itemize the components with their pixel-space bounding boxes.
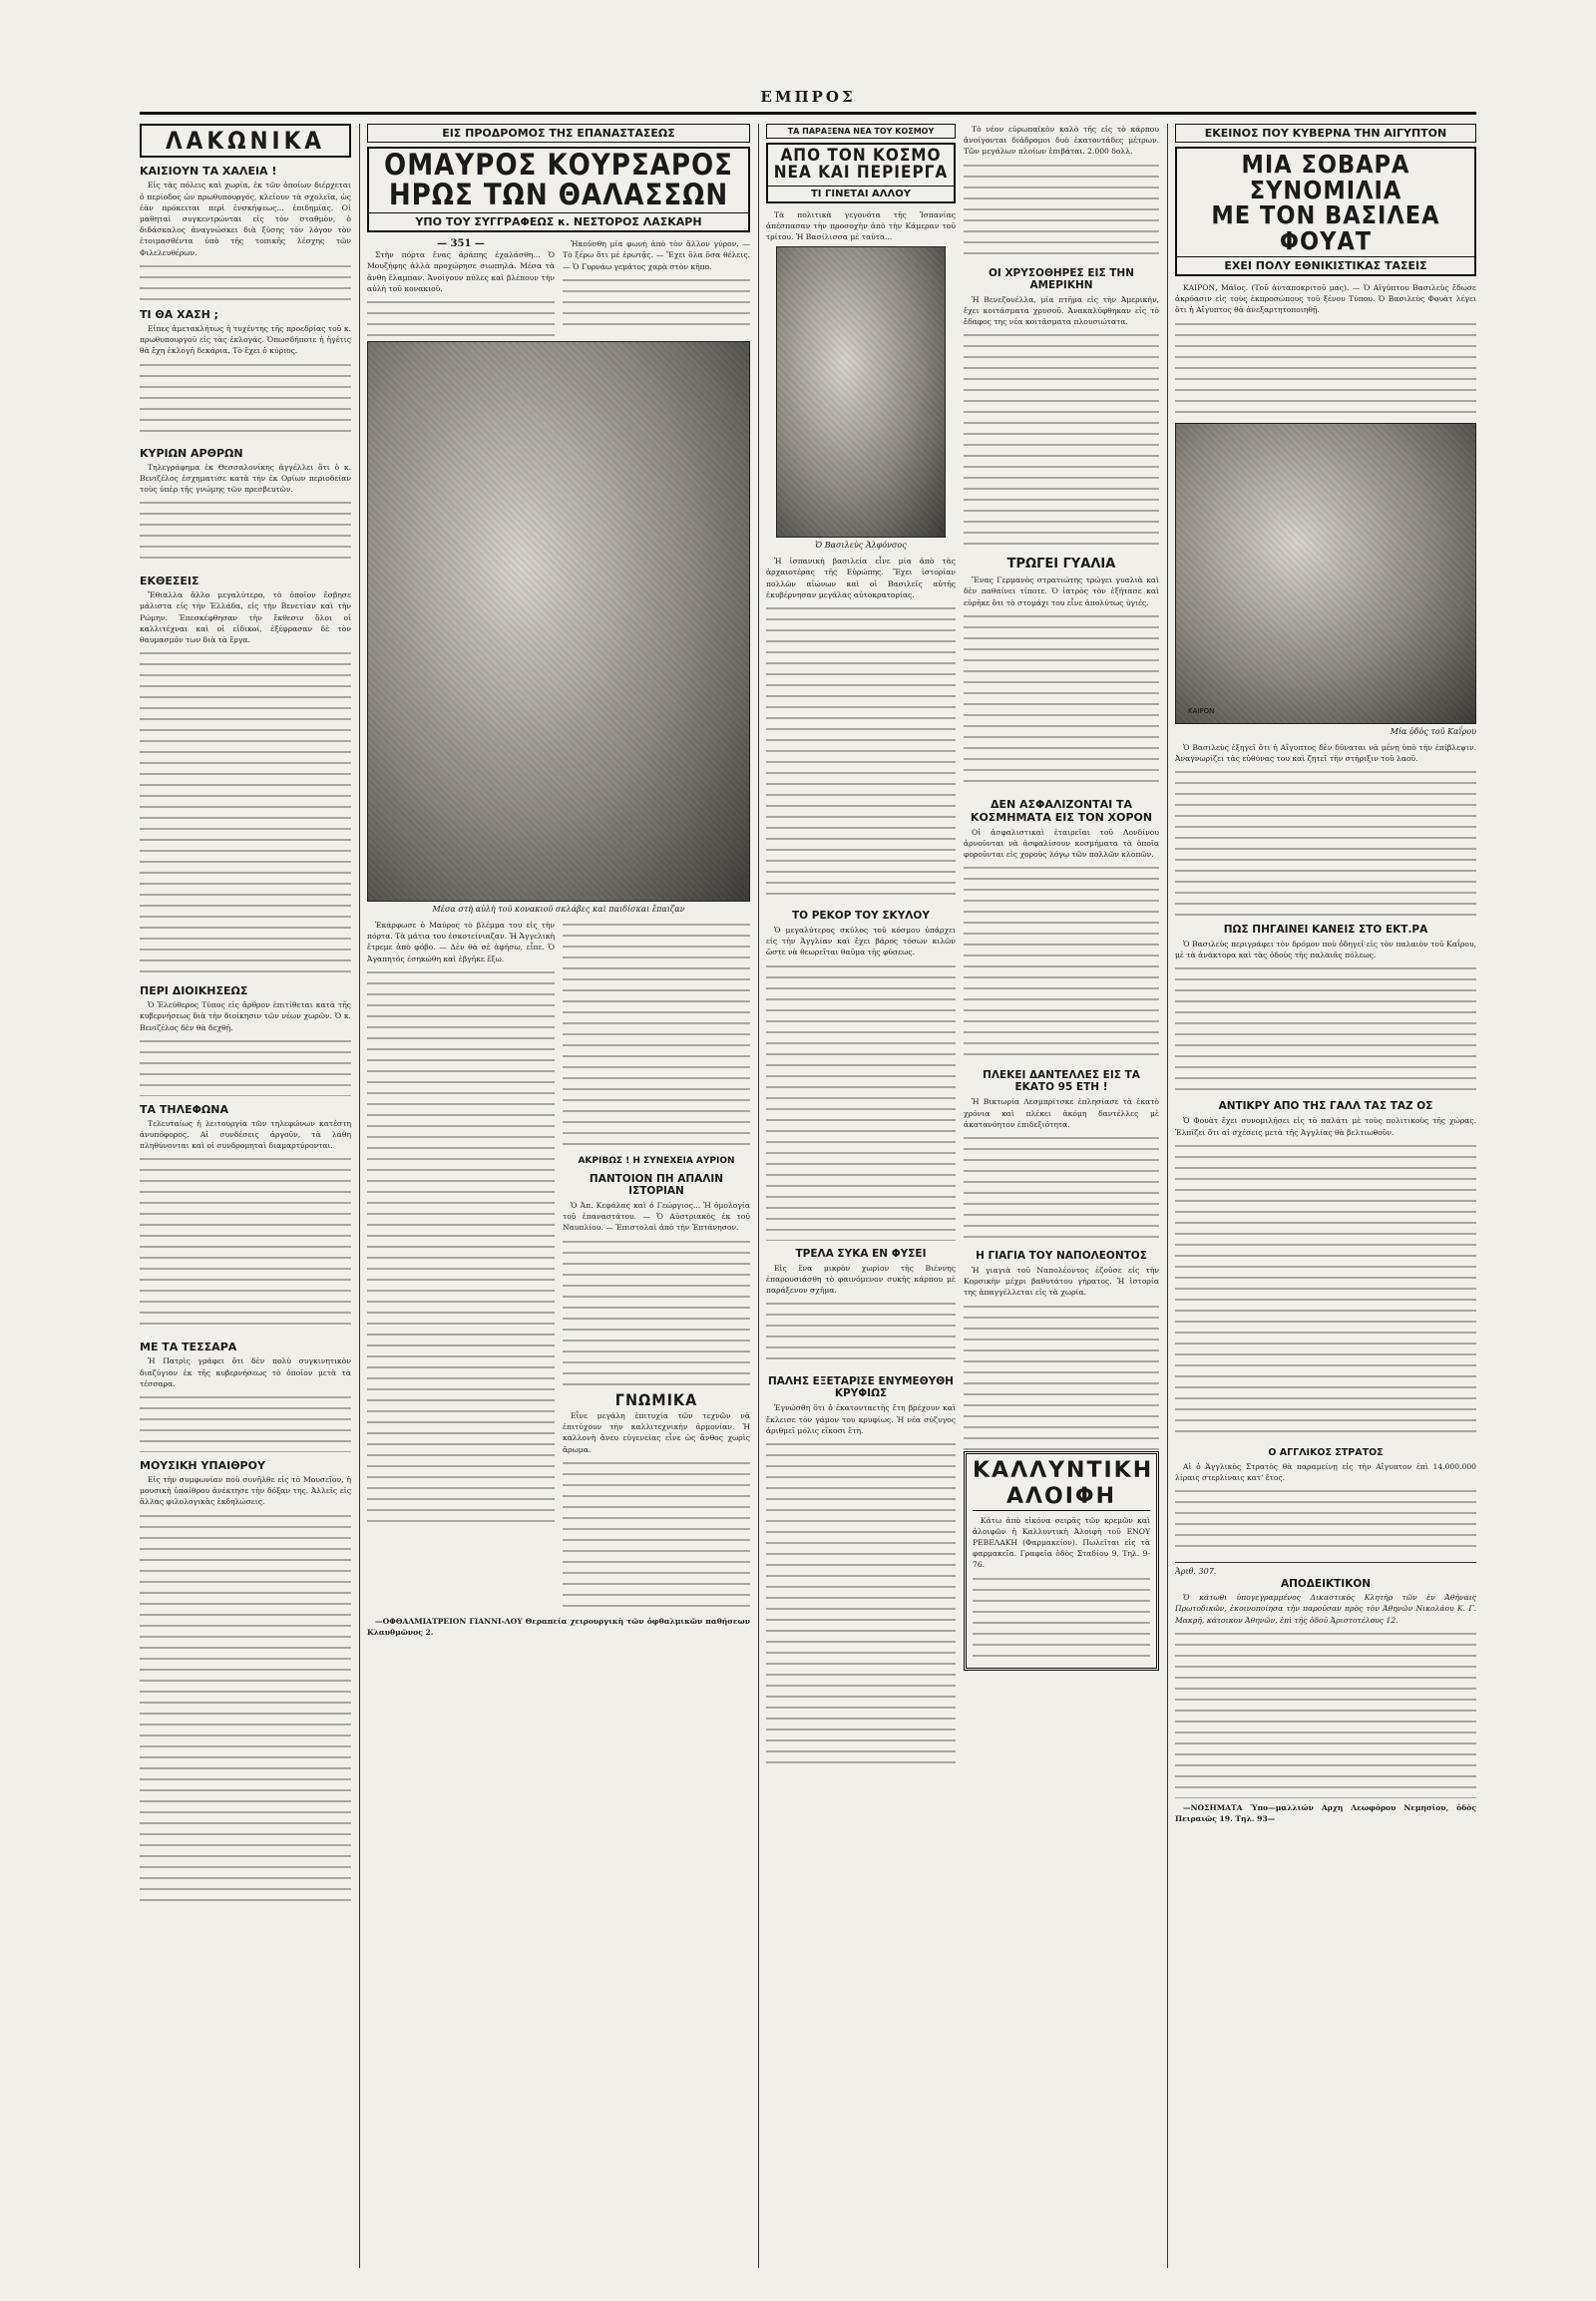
body-text-lines xyxy=(140,498,351,568)
article-text: Οἱ ἀσφαλιστικαὶ ἑταιρεῖαι τοῦ Λονδίνου ἀρνοῦνται νὰ ἀσφαλίσουν κοσμήματα τὰ ὁποῖα φοροῦνται εἰς χοροὺς λόγῳ τῶν πολλῶν κλοπῶν. xyxy=(964,827,1159,860)
headline: ΟΜΑΥΡΟΣ ΚΟΥΡΣΑΡΟΣ xyxy=(384,148,733,182)
article-text: Εἶνε μεγάλη ἐπιτυχία τῶν τεχνῶν νὰ ἐπιτύχουν τὴν καλλιτεχνικὴν ἁρμονίαν. Ἡ καλλονὴ ἄνευ εὐγενείας εἶνε ὡς ἄνθος χωρὶς ἄρωμα. xyxy=(563,1410,750,1454)
article-heading: ΜΕ ΤΑ ΤΕΣΣΑΡΑ xyxy=(140,1341,237,1354)
signature-text: —ΝΟΣΗΜΑΤΑ Ὑπο—μαλλιών Αρχη Λεωφόρου Νεμησίου, ὁδὸς Πειραιῶς 19. Τηλ. 93— xyxy=(1175,1802,1476,1824)
notice-number: Ἀριθ. 307. xyxy=(1175,1567,1217,1577)
column-rule xyxy=(758,124,759,2268)
article-heading: ΟΙ ΧΡΥΣΟΘΗΡΕΣ ΕΙΣ ΤΗΝ ΑΜΕΡΙΚΗΝ xyxy=(988,266,1135,291)
article-text: Εἰς τὴν συμφωνίαν ποὺ συνῆλθε εἰς τὸ Μουσεῖον, ἡ μουσικὴ ὑπαίθρου ἀνέκτησε τὴν δόξαν της. Ἀλλεῖς εἰς ἄλλας φιλολογικὰς ἐκδηλώσεις. xyxy=(140,1474,351,1507)
body-text-lines xyxy=(766,961,956,1241)
body-text-lines xyxy=(1175,767,1476,917)
serial-lower-left xyxy=(367,920,555,1608)
article-text: Ὁ Ἐλεύθερος Τύπος εἰς ἄρθρον ἐπιτίθεται κατὰ τῆς κυβερνήσεως διὰ τὴν διοίκησιν τῶν νέων χωρῶν. Ὁ κ. Βενιζέλος δὲν θὰ δεχθῇ. xyxy=(140,1000,351,1032)
article-heading: Η ΓΙΑΓΙΑ ΤΟΥ ΝΑΠΟΛΕΟΝΤΟΣ xyxy=(976,1250,1147,1263)
body-text-lines xyxy=(140,648,351,977)
body-text-lines xyxy=(563,275,750,333)
body-text-lines xyxy=(1175,319,1476,419)
body-text-lines xyxy=(766,1299,956,1368)
photo-cairo-street xyxy=(1175,423,1476,724)
body-text-lines xyxy=(140,360,351,440)
photo-label: ΚΑΙΡΟΝ xyxy=(1188,706,1215,715)
article-heading: ΠΛΕΚΕΙ ΔΑΝΤΕΛΛΕΣ ΕΙΣ ΤΑ ΕΚΑΤΟ 95 ΕΤΗ ! xyxy=(983,1069,1140,1094)
column-world-news xyxy=(766,124,956,2268)
serial-text: Στὴν πόρτα ἕνας ἀράπης ἐχαλάσθη... Ὁ Μουζήφης ἀλλὰ προχώρησε σιωπηλά. Μέσα τὰ ἄνθη ἔλαμπαν. Ἀνοίγουν πύλες καὶ βλέπουν τὴν αὐλὴ τοῦ κονακιοῦ. xyxy=(367,250,555,293)
article-text: ΚΑΙΡΟΝ, Μάϊος. (Τοῦ ἀνταποκριτοῦ μας). — Ὁ Αἰγύπτου Βασιλεὺς ἔδωσε ἀκρόασιν εἰς τοὺς ἐκπροσώπους τοῦ ξένου Τύπου. Ὁ Βασιλεὺς Φουὰτ λέγει ὅτι ἡ Αἴγυπτος θὰ ἀνεξαρτητοποιηθῇ. xyxy=(1175,283,1476,315)
kicker: ΤΑ ΠΑΡΑΞΕΝΑ ΝΕΑ ΤΟΥ ΚΟΣΜΟΥ xyxy=(766,124,956,139)
article-heading: ΤΡΕΛΑ ΣΥΚΑ ΕΝ ΦΥΣΕΙ xyxy=(795,1247,927,1260)
column-rule xyxy=(359,124,360,2268)
article-heading: ΠΩΣ ΠΗΓΑΙΝΕΙ ΚΑΝΕΙΣ ΣΤΟ ΕΚΤ.ΡΑ xyxy=(1223,924,1428,937)
body-text-lines xyxy=(973,1574,1150,1664)
article-heading: ΠΑΝΤΟΙΟΝ ΠΗ ΑΠΑΛΙΝ ΙΣΤΟΡΙΑΝ xyxy=(589,1172,724,1197)
serial-columns xyxy=(367,238,750,337)
article-heading: ΤΑ ΤΗΛΕΦΩΝΑ xyxy=(140,1102,229,1116)
article-heading: ΕΚΘΕΣΕΙΣ xyxy=(140,575,200,588)
body-text-lines xyxy=(367,297,555,337)
kicker: ΕΚΕΙΝΟΣ ΠΟΥ ΚΥΒΕΡΝΑ ΤΗΝ ΑΙΓΥΠΤΟΝ xyxy=(1175,124,1476,143)
section-title: ΛΑΚΩΝΙΚΑ xyxy=(165,127,326,155)
advertisement-box xyxy=(964,1451,1159,1671)
article-text: Ὁ Φουὰτ ἔχει συνομιλήσει εἰς τὸ παλάτι μὲ τοὺς πολιτικοὺς τῆς χώρας. Ἐλπίζει ὅτι αἱ σχέσεις μετὰ τῆς Ἀγγλίας θὰ βελτιωθοῦν. xyxy=(1175,1116,1476,1137)
kicker: ΕΙΣ ΠΡΟΔΡΟΜΟΣ ΤΗΣ ΕΠΑΝΑΣΤΑΣΕΩΣ xyxy=(367,124,750,143)
article-text: Τηλεγράφημα ἐκ Θεσσαλονίκης ἀγγέλλει ὅτι ὁ κ. Βενιζέλος ἐσχηματισε κατὰ τὴν ἐκ Ορίων περιοδείαν τοὺς ὑπὲρ τῆς γνώμης τῶν πρεσβευτῶν. xyxy=(140,462,351,494)
continued-notice: ΑΚΡΙΒΩΣ ! Η ΣΥΝΕΧΕΙΑ ΑΥΡΙΟΝ xyxy=(578,1155,735,1166)
body-text-lines xyxy=(766,603,956,903)
body-text-lines xyxy=(140,1511,351,1910)
body-text-lines xyxy=(1175,1141,1476,1440)
body-text-lines xyxy=(1175,1629,1476,1798)
article-text: Τὸ νέον εὐρωπαϊκὸν καλὸ τῆς εἰς τὸ κάρπου ἀνοίγονται διάδρομοι δυὸ ἑκατοντάδες μέτρων. Τῶν μεγάλων πλοίων ἐπιβάται. 2.000 δολλ. xyxy=(964,125,1159,157)
advertisement-text: —ΟΦΘΑΛΜΙΑΤΡΕΙΟΝ ΓΙΑΝΝΙ-ΛΟΥ Θεραπεία χειρουργικὴ τῶν ὀφθαλμικῶν παθήσεων Κλαυθμῶνος 2. xyxy=(367,1616,750,1637)
illustration-courtyard xyxy=(367,341,750,902)
article-text: Ἡ Βενεζουέλλα, μία πτῆμα εἰς τὴν Ἀμερικήν, ἔχει κοιτάσματα χρυσοῦ. Ἀνακαλύφθηκαν εἰς τὸ ἔδαφος της νέα κοιτάσματα πλουσιώτατα. xyxy=(964,294,1159,327)
episode-number: — 351 — xyxy=(437,238,485,250)
body-text-lines xyxy=(140,1392,351,1452)
headline-box xyxy=(766,143,956,203)
serial-text: Ἠκούσθη μία φωνὴ ἀπὸ τὸν ἄλλον γύρον. — Τὸ ξέρω ὅτι μὲ ἐρωτᾷς. — Ἔχει ὅλα ὅσα θέλεις. — Ὁ Γυρνάω γεμάτος χαρὰ στὸν κῆπο. xyxy=(563,239,750,271)
headline: ΑΠΟ ΤΟΝ ΚΟΣΜΟ xyxy=(780,146,942,166)
serial-lower-right xyxy=(563,920,750,1608)
notice-heading: ΑΠΟΔΕΙΚΤΙΚΟΝ xyxy=(1280,1578,1372,1591)
article-text: Ὁ Ἀπ. Κεφάλας καὶ ὁ Γεώργιος... Ἡ ὁμολογία τοῦ ἐπαναστάτου. — Ὁ Αὐστριακὸς ἐκ τοῦ Ναυπλίου. — Ἐπιστολαὶ ἀπὸ τὴν Ἑπτάνησον. xyxy=(563,1200,750,1233)
article-text: Ὁ Βασιλεὺς περιγράφει τὸν δρόμον ποὺ ὁδηγεῖ εἰς τὸν παλαιὸν τοῦ Καΐρου, μὲ τὰ ἀνάκτορα καὶ τὰς ὁδοὺς τῆς παλαιᾶς πόλεως. xyxy=(1175,940,1476,960)
body-text-lines xyxy=(1175,1486,1476,1556)
article-heading: ΔΕΝ ΑΣΦΑΛΙΖΟΝΤΑΙ ΤΑ ΚΟΣΜΗΜΑΤΑ ΕΙΣ ΤΟΝ ΧΟΡΟΝ xyxy=(970,797,1153,824)
article-text: Ἡ ἰσπανικὴ βασιλεία εἶνε μία ἀπὸ τὰς ἀρχαιοτέρας τῆς Εὐρώπης. Ἔχει ἱστορίαν πολλῶν αἰώνων καὶ οἱ Βασιλεῖς αὐτῆς ἐκυβέρνησαν μεγάλας αὐτοκρατορίας. xyxy=(766,557,956,599)
article-heading: ΑΝΤΙΚΡΥ ΑΠΟ ΤΗΣ ΓΑΛΛ ΤΑΣ ΤΑΖ ΟΣ xyxy=(1218,1100,1433,1113)
headline: ΜΙΑ ΣΟΒΑΡΑ ΣΥΝΟΜΙΛΙΑ xyxy=(1241,150,1410,204)
column-egypt xyxy=(1175,124,1476,2268)
photo-caption: Μία ὁδὸς τοῦ Καΐρου xyxy=(1390,726,1476,736)
article-text: Εἰπες ἀμετακλήτως ἡ τυχέντης τῆς προεδρίας τοῦ κ. πρωθυπουργοῦ εἰς τὰς ἐκλογάς. Ὁπωσδήποτε ἡ ἡγέτις θὰ ἔχη ἐκλογῆ δεκάρια. Τὸ ἔχει ὁ κύριος. xyxy=(140,323,351,356)
column-curiosities xyxy=(964,124,1159,2268)
article-text: Τελευταίως ἡ λειτουργία τῶν τηλεφώνων κατέστη ἀνυπόφορος. Αἱ συνδέσεις ἀργοῦν, τὰ λάθη πληθύνονται καὶ οἱ συνδρομηταὶ διαμαρτύρονται. xyxy=(140,1118,351,1151)
gnomika-heading: ΓΝΩΜΙΚΑ xyxy=(614,1389,698,1409)
headline: ΝΕΑ ΚΑΙ ΠΕΡΙΕΡΓΑ xyxy=(773,163,949,184)
subheading: ΤΙ ΓΙΝΕΤΑΙ ΑΛΛΟΥ xyxy=(768,186,954,201)
serial-lower-columns xyxy=(367,920,750,1608)
body-text-lines xyxy=(964,1133,1159,1243)
body-text-lines xyxy=(140,1154,351,1334)
body-text-lines xyxy=(964,863,1159,1062)
headline-box xyxy=(1175,147,1476,276)
article-text: Ἡ Πατρὶς γράφει ὅτι δὲν πολὺ συγκινητικὸν διαζύγιον ἐκ τῆς κυβερνήσεως τὸ ὁποῖον μετὰ τὰ τέσσαρα. xyxy=(140,1356,351,1388)
article-text: Ἐγνώσθη ὅτι ὁ ἑκατονταετὴς ἔτη βρέχουν καὶ ἔκλεισε τὸν γάμον του κρυφίως. Ἡ νέα σύζυγος ἀριθμεῖ μόλις εἴκοσι ἔτη. xyxy=(766,1403,956,1435)
body-text-lines xyxy=(766,1439,956,1768)
illustration-caption: Μέσα στὴ αὐλὴ τοῦ κονακιοῦ σκλάβες καὶ παιδίσκαι ἔπαιζαν xyxy=(432,904,685,914)
serial-left xyxy=(367,238,555,337)
legal-notice xyxy=(1175,1562,1476,1824)
serial-text: Ἐκάρφωσε ὁ Μαύρος τὸ βλέμμα του εἰς τὴν πόρτα. Τὰ μάτια του ἐσκοτείνιαζαν. Ἡ Ἀγγελικὴ ἔτρεμε ἀπὸ φόβο. — Δὲν θὰ σὲ ἀφήσω, εἶπε. Ὁ Ἀγαπητός ἐσηκώθη καὶ ἐβγῆκε ἔξω. xyxy=(367,920,556,963)
article-heading: ΚΥΡΙΩΝ ΑΡΘΡΩΝ xyxy=(140,446,243,460)
masthead xyxy=(140,88,1476,115)
article-heading: Ο ΑΓΓΛΙΚΟΣ ΣΤΡΑΤΟΣ xyxy=(1268,1446,1384,1458)
portrait-photo xyxy=(776,246,946,538)
article-heading: ΤΙ ΘΑ ΧΑΣΗ ; xyxy=(140,307,219,321)
body-text-lines xyxy=(964,1302,1159,1451)
article-heading: ΜΟΥΣΙΚΗ ΥΠΑΙΘΡΟΥ xyxy=(140,1458,265,1472)
article-text: Εἰς τὰς πόλεις καὶ χωρία, ἐκ τῶν ὁποίων διέρχεται ὁ περίοδος ὡν πρωθυπουργός, κλείουν τὰ σχολεῖα, ὡς ἐὰν πρόκειται περὶ ἐνσκήψεως... ἐπιδημίας. Οἱ μαθηταὶ συγκεντρώνται εἰς τὸν σταθμὸν, ὁ διδάσκαλος ἀναγνώσκει διὰ ξύσης τὸν λόγον τὸν ἑτοιμασθέντα ὑπὸ τῆς τοπικῆς λέσχης τῶν Φιλελευθέρων. xyxy=(140,181,351,257)
body-text-lines xyxy=(367,967,555,1526)
article-heading: ΤΟ ΡΕΚΟΡ ΤΟΥ ΣΚΥΛΟΥ xyxy=(792,910,930,923)
column-rule xyxy=(1167,124,1168,2268)
advertisement-title: ΚΑΛΛΥΝΤΙΚΗ ΑΛΟΙΦΗ xyxy=(973,1457,1154,1509)
article-text: Ἡ γιαγιὰ τοῦ Ναπολέοντος ἐζοῦσε εἰς τὴν Κορσικὴν μέχρι βαθυτάτου γήρατος. Ἡ ἱστορία της ἀπαγγέλλεται εἰς τὰ χωρία. xyxy=(964,1266,1159,1298)
article-heading: ΤΡΩΓΕΙ ΓΥΑΛΙΑ xyxy=(1006,557,1116,573)
headline: ΜΕ ΤΟΝ ΒΑΣΙΛΕΑ ΦΟΥΑΤ xyxy=(1211,200,1440,255)
article-text: Ἕνας Γερμανὸς στρατιώτης τρώγει γυαλιὰ καὶ δὲν παθαίνει τίποτε. Ὁ ἰατρὸς τὸν ἐξήτασε καὶ εὑρῆκε ὅτι τὸ στομάχι του εἶνε ἀπολύτως ὑγιές. xyxy=(964,575,1159,607)
body-text-lines xyxy=(563,1237,750,1386)
article-text: Ἔθιαλλα ἄλλο μεγαλύτερο, τὸ ὁποῖον ἔσβησε μάλιστα εἰς τὴν Ἑλλάδα, εἰς τὴν Βενετίαν καὶ τὴν Ρώμην. Ἐπεσκέφθησαν τὴν ἔκθεσιν ὅλοι οἱ καλλιτέχναι καὶ οἱ εἰδικοί, ἐξέφρασαν δὲ τὸν θαυμασμόν των διὰ τὰ ἔργα. xyxy=(140,590,351,644)
body-text-lines xyxy=(563,920,750,1149)
body-text-lines xyxy=(563,1458,750,1608)
headline-box xyxy=(367,147,750,232)
column-lakonika xyxy=(140,124,351,2268)
article-text: Τὰ πολιτικὰ γεγονότα τῆς Ἱσπανίας ἀπέσπασαν τὴν προσοχὴν ἀπὸ τὴν Κάμεραν τοῦ τρίτου. Ἡ Βασίλισσα μὲ ταῦτα... xyxy=(766,209,956,242)
subheading: ΕΧΕΙ ΠΟΛΥ ΕΘΝΙΚΙΣΤΙΚΑΣ ΤΑΣΕΙΣ xyxy=(1177,256,1474,274)
byline: ΥΠΟ ΤΟΥ ΣΥΓΓΡΑΦΕΩΣ κ. ΝΕΣΤΟΡΟΣ ΛΑΣΚΑΡΗ xyxy=(369,212,748,230)
article-text: Ὁ Βασιλεὺς ἐξηγεῖ ὅτι ἡ Αἴγυπτος δὲν δύναται νὰ μένῃ ὑπὸ τὴν ἐπίβλεψιν. Ἀναγνωρίζει τὰς εὐθύνας του καὶ ζητεῖ τὴν στήριξιν τοῦ λαοῦ. xyxy=(1175,742,1476,763)
advertisement-text: Κάτω ἀπὸ εἰκόνα σειρᾶς τῶν κρεμῶν καὶ ἀλοιφῶν ἡ Καλλυντικὴ Ἀλοιφὴ τοῦ ΕΝΟΥ ΡΕΒΕΛΑΚΗ (Φαρμακείον). Πωλεῖται εἰς τὰ φαρμακεῖα. Γραφεῖα ὁδὸς Σταδίου 9, Τηλ. 9-76. xyxy=(973,1515,1150,1570)
body-text-lines xyxy=(140,261,351,301)
article-text: Αἱ ὁ Ἀγγλικὸς Στρατὸς θὰ παραμείνῃ εἰς τὴν Αἴγυπτον ἐπὶ 14.000.000 λίραις στερλίναις κατ' ἔτος. xyxy=(1175,1461,1476,1483)
body-text-lines xyxy=(964,161,1159,260)
section-title-box xyxy=(140,124,351,158)
masthead-title: ΕΜΠΡΟΣ xyxy=(738,88,878,106)
article-text: Ὁ μεγαλύτερος σκύλος τοῦ κόσμου ὑπάρχει εἰς τὴν Ἀγγλίαν καὶ ἔχει βάρος τόσων κιλῶν ὥστε νὰ θεωρεῖται θαῦμα τῆς φύσεως. xyxy=(766,926,956,958)
notice-text: Ὁ κάτωθι ὑπογεγραμμένος Δικαστικὸς Κλητὴρ τῶν ἐν Ἀθήναις Πρωτοδικῶν, ἐκοινοποίησα τὴν παροῦσαν πρὸς τὸν Ἀθηνῶν Νικολάου Κ. Γ. Μακρῆ, κάτοικον Ἀθηνῶν, ἐπὶ τῆς ὁδοῦ Ἀριστοτέλους 12. xyxy=(1175,1593,1476,1625)
body-text-lines xyxy=(964,330,1159,550)
body-text-lines xyxy=(140,1036,351,1096)
article-heading: ΠΑΛΗΣ ΕΞΕΤΑΡΙΣΕ ΕΝΥΜΕΘΥΘΗ ΚΡΥΦΙΩΣ xyxy=(768,1375,954,1400)
article-heading: ΚΑΙΣΙΟΥΝ ΤΑ ΧΑΛΕΙΑ ! xyxy=(140,165,277,179)
column-serial-story xyxy=(367,124,750,2268)
serial-right xyxy=(563,238,750,337)
photo-caption: Ὁ Βασιλεὺς Ἀλφόνσος xyxy=(815,541,907,551)
article-text: Εἰς ἕνα μικρὸν χωρίον τῆς Βιέννης ἐπαρουσιάσθη τὸ φαινόμενον συκῆς κάρπου μὲ παράξενον σχῆμα. xyxy=(766,1263,956,1296)
article-heading: ΠΕΡΙ ΔΙΟΙΚΗΣΕΩΣ xyxy=(140,984,248,998)
body-text-lines xyxy=(964,611,1159,791)
body-text-lines xyxy=(1175,963,1476,1093)
article-text: Ἡ Βικτωρία Λεσμπρίτσκε ἐπλησίασε τὰ ἑκατὸ χρόνια καὶ πλέκει ἀκόμη δαντέλλες μὲ ἀκατανόητον ἐπιδεξιότητα. xyxy=(964,1097,1159,1129)
headline: ΗΡΩΣ ΤΩΝ ΘΑΛΑΣΣΩΝ xyxy=(388,177,729,211)
